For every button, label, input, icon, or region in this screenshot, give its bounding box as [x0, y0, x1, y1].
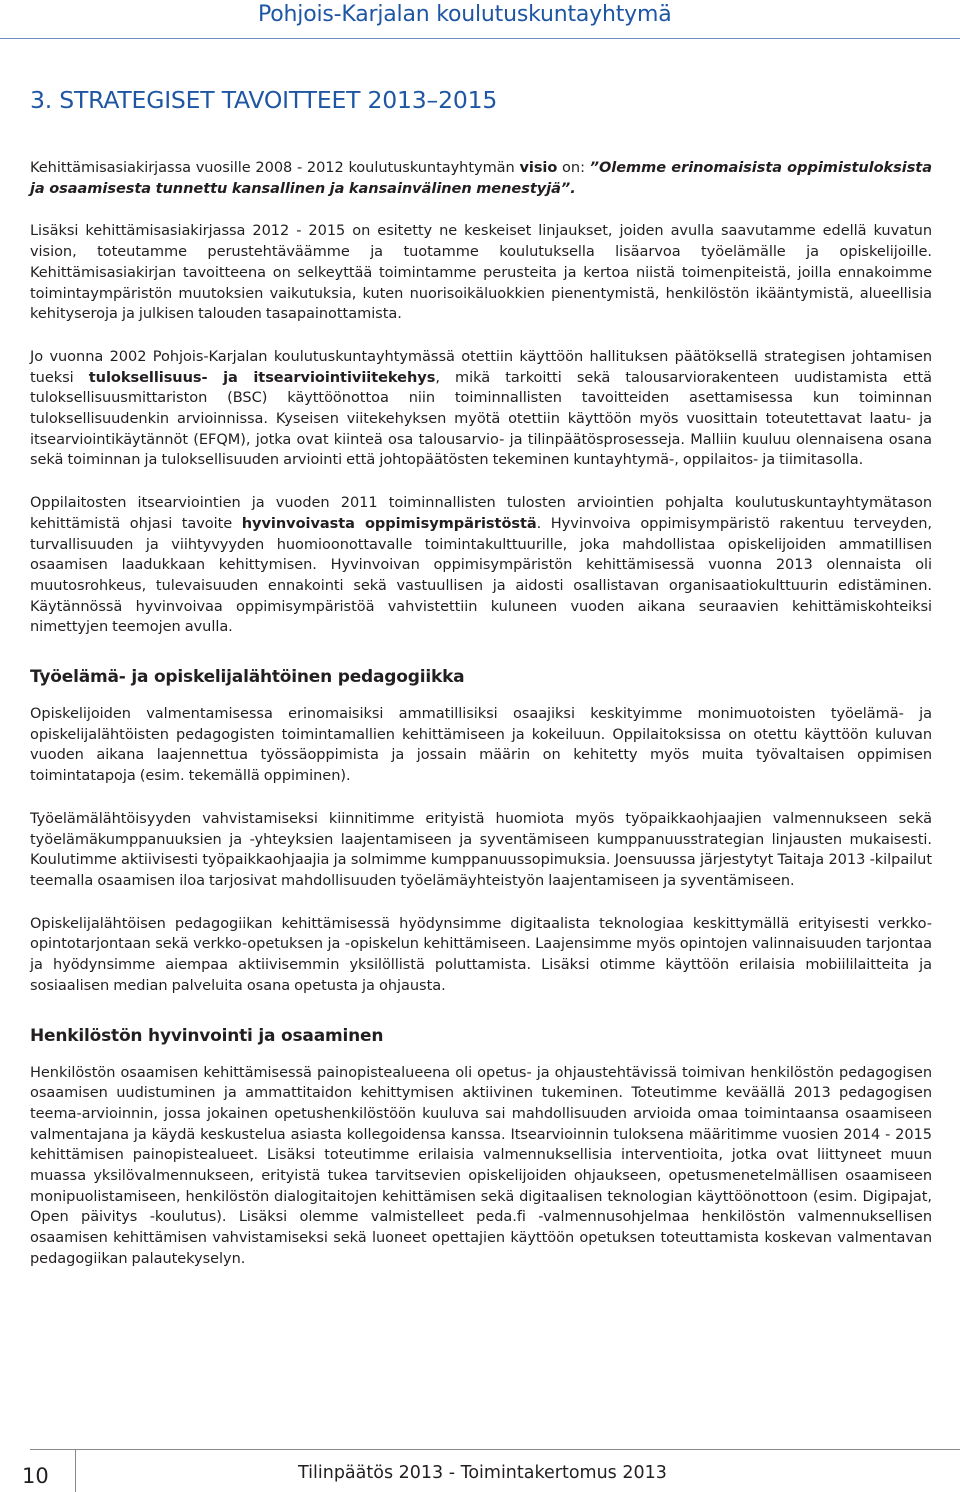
learning-text-1: Oppilaitosten itsearviointien ja vuoden 2011 toiminnallisten tulosten arviointien pohjalta koulutuskuntayhtymätason kehittämistä ohjasi tavoite [30, 494, 932, 532]
vision-bold: visio [519, 159, 558, 176]
vision-text-2: on: [557, 159, 590, 176]
vision-paragraph [30, 158, 932, 199]
paragraph-pedagogy-2: Työelämälähtöisyyden vahvistamiseksi kiinnitimme erityistä huomiota myös työpaikkaohjaajien valmennukseen sekä työelämäkumppanuuksien ja -yhteyksien laajentamiseen ja syventämiseen kumppanuusstrategian linjausten mukaisesti. Koulutimme aktiivisesti työpaikkaohjaajia ja solmimme kumppanuussopimuksia. Joensuussa järjestytyt Taitaja 2013 -kilpailut teemalla osaamisen iloa tarjosivat mahdollisuuden työelämäyhteistyön laajentamiseen ja syventämiseen. [30, 809, 932, 889]
footer-divider [30, 1449, 960, 1450]
footer-vertical-divider [75, 1449, 76, 1492]
vision-statement: ”Olemme erinomaisista oppimistuloksista ja osaamisesta tunnettu kansallinen ja kansainvälinen menestyjä”. [30, 159, 932, 197]
section-title: 3. STRATEGISET TAVOITTEET 2013–2015 [30, 86, 498, 114]
paragraph-framework [30, 347, 932, 471]
paragraph-strategy: Lisäksi kehittämisasiakirjassa 2012 - 2015 on esitetty ne keskeiset linjaukset, joiden avulla saavutamme edellä kuvatun vision, toteutamme perustehtäväämme ja tuotamme koulutuksella lisäarvoa työelämälle ja opiskelijoille. Kehittämisasiakirjan tavoitteena on selkeyttää toimintamme perusteita ja kertoa niistä toimenpiteistä, joilla ennakoimme toimintaympäristön muutoksien vaikutuksia, kuten nuorisoikäluokkien pienentymistä, henkilöstön ikääntymistä, alueellisia kehityseroja ja julkisen talouden tasapainottamista. [30, 222, 932, 323]
header-title: Pohjois-Karjalan koulutuskuntayhtymä [258, 2, 672, 27]
framework-bold: tuloksellisuus- ja itsearviointiviitekehys [88, 368, 436, 386]
paragraph-staff: Henkilöstön osaamisen kehittämisessä painopistealueena oli opetus- ja ohjaustehtävissä toimivan henkilöstön pedagogisen osaamisen uudistuminen ja ammattitaidon kehittymisen aktiivinen tukeminen. Toteutimme keväällä 2013 pedagogisen teema-arvioinnin, jossa jokainen opetushenkilöstöön kuuluva sai mahdollisuuden arvioida omaa toimintaansa osaamiseen valmentajana ja käydä keskustelua asiasta kollegoidensa kanssa. Itsearvioinnin tuloksena määritimme vuosien 2014 - 2015 kehittämisen painopistealueet. Lisäksi toteutimme erilaisia valmennuksellisia interventioita, jotka ovat liittyneet muun muassa yksilövalmennukseen, erityistä tukea tarvitsevien opiskelijoiden ohjaukseen, opetusmenetelmällisen osaamiseen monipuolistamiseen, henkilöstön dialogitaitojen kehittämisen sekä digitaalisen teknologian käyttöönottoon (esim. Digipajat, Open päivitys -koulutus). Lisäksi olemme valmistelleet peda.fi -valmennusohjelmaa henkilöstön valmennuksellisen osaamisen kehittämisen vahvistamiseksi sekä luoneet opettajien käyttöön opetuksen toteuttamista koskevan valmentavan pedagogiikan palautekyselyn. [30, 1063, 932, 1267]
paragraph-learning-environment [30, 493, 932, 638]
footer-title: Tilinpäätös 2013 - Toimintakertomus 2013 [298, 1463, 667, 1483]
learning-bold: hyvinvoivasta oppimisympäristöstä [241, 514, 537, 532]
main-content [30, 84, 932, 1270]
paragraph-pedagogy-1: Opiskelijoiden valmentamisessa erinomaisiksi ammatillisiksi osaajiksi keskityimme monimuotoisten työelämä- ja opiskelijalähtöisten pedagogisten toimintamallien kehittämiseen ja kokeiluun. Oppilaitoksissa on otettu käyttöön kuluvan vuoden aikana laajennettua työssäoppimista ja jossain määrin on kehitetty myös muita työvaltaisen oppimisen toimintatapoja (esim. tekemällä oppiminen). [30, 705, 932, 785]
subheading-pedagogy: Työelämä- ja opiskelijalähtöinen pedagogiikka [30, 667, 465, 688]
page-number: 10 [22, 1464, 49, 1488]
page-header [0, 0, 960, 36]
framework-text-2: , mikä tarkoitti sekä talousarviorakenteen uudistamista että tuloksellisuusmittariston (BSC) käyttöönottoa niin toiminnallisten tavoitteiden asettamisessa kun toiminnan tuloksellisuudenkin arvioinnissa. Kyseisen viitekehyksen myötä otettiin käyttöön myös vuosittain toteutettavat laatu- ja itsearviointikäytännöt (EFQM), jotka ovat kiinteä osa talousarvio- ja tilinpäätösprosesseja. Malliin kuuluu olennaisena osana sekä toiminnan ja tuloksellisuuden arviointi että johtopäätösten tekeminen kuntayhtymä-, oppilaitos- ja tiimitasolla. [30, 368, 932, 469]
framework-text-1: Jo vuonna 2002 Pohjois-Karjalan koulutuskuntayhtymässä otettiin käyttöön hallituksen päätöksellä strategisen johtamisen tueksi [30, 347, 932, 386]
header-divider [0, 38, 960, 39]
vision-text-1: Kehittämisasiakirjassa vuosille 2008 - 2012 koulutuskuntayhtymän [30, 159, 520, 176]
learning-text-2: . Hyvinvoiva oppimisympäristö rakentuu terveyden, turvallisuuden ja viihtyvyyden huomioonottavalle toimintakulttuurille, joka mahdollistaa opiskelijoiden ammatillisen osaamisen laadukkaan kehittymisen. Hyvinvoivan oppimisympäristön kehittämisessä vuonna 2013 olennaista oli muutosrohkeus, tulevaisuuden ennakointi sekä vastuullisen ja aidosti osallistavan organisaatiokulttuurin edistäminen. Käytännössä hyvinvoivaa oppimisympäristöä vahvistettiin kuluneen vuoden aikana seuraavien kehittämiskohteiksi nimettyjen teemojen avulla. [30, 514, 932, 636]
paragraph-pedagogy-3: Opiskelijalähtöisen pedagogiikan kehittämisessä hyödynsimme digitaalista teknologiaa keskittymällä erityisesti verkko-opintotarjontaan sekä verkko-opetuksen ja -opiskelun kehittämiseen. Laajensimme myös opintojen valinnaisuuden tarjontaa ja hyödynsimme aiempaa aktiivisemmin yksilöllistä poluttamista. Lisäksi otimme käyttöön erilaisia mobiililaitteita ja sosiaalisen median palveluita osana opetusta ja ohjausta. [30, 914, 932, 994]
subheading-staff: Henkilöstön hyvinvointi ja osaaminen [30, 1025, 384, 1046]
